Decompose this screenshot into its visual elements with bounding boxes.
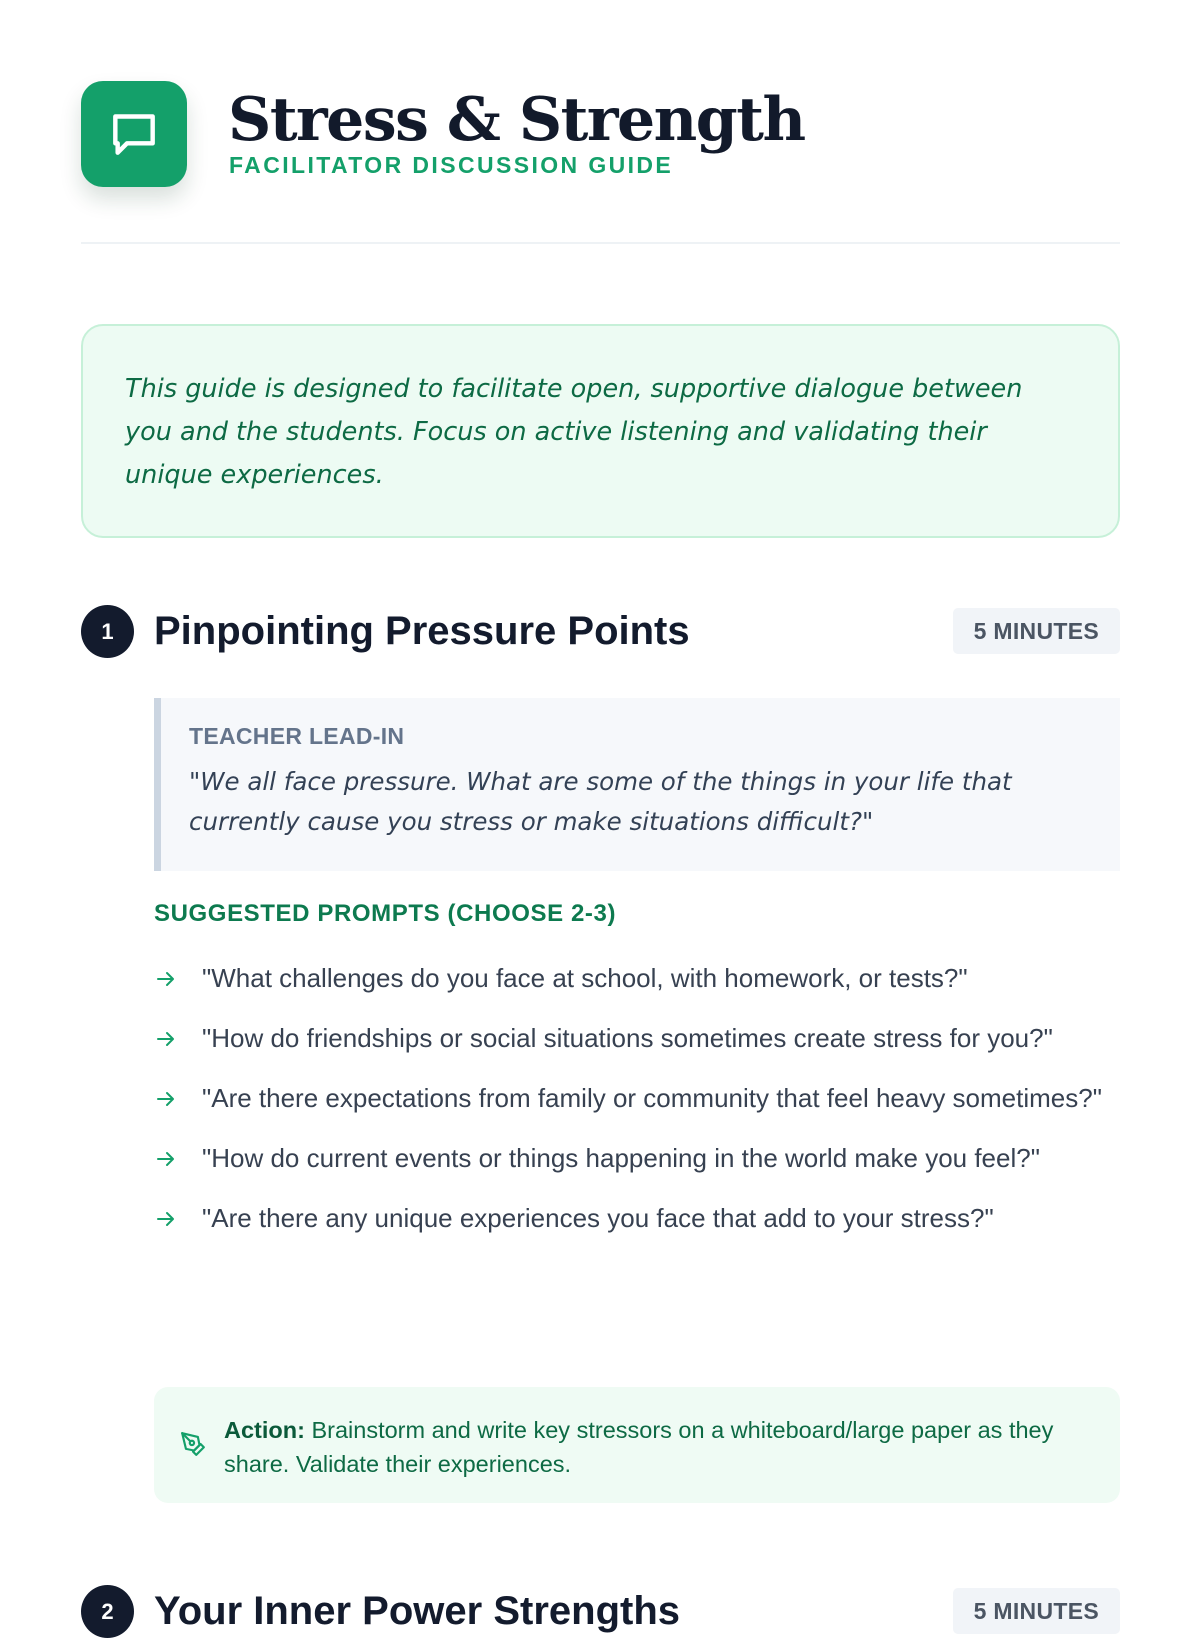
- action-callout: [154, 1387, 1120, 1503]
- prompt-item: [154, 1138, 1120, 1178]
- prompt-text: "How do friendships or social situations sometimes create stress for you?": [202, 1023, 1053, 1053]
- section-number-badge: 1: [81, 605, 134, 658]
- section-2-header: [81, 1584, 1120, 1638]
- section-1-header: [81, 604, 1120, 658]
- page-subtitle: FACILITATOR DISCUSSION GUIDE: [229, 152, 674, 178]
- guide-page: [81, 0, 1120, 1633]
- prompt-item: [154, 1078, 1120, 1118]
- lead-in-quote: "We all face pressure. What are some of the things in your life that currently cause you stress or make situations difficult?": [189, 767, 1012, 836]
- prompts-label: SUGGESTED PROMPTS (CHOOSE 2-3): [154, 900, 617, 927]
- prompt-item: [154, 1198, 1120, 1238]
- prompt-text: "How do current events or things happening in the world make you feel?": [202, 1143, 1040, 1173]
- section-title: Pinpointing Pressure Points: [154, 609, 690, 653]
- prompt-text: "Are there any unique experiences you face that add to your stress?": [202, 1203, 994, 1233]
- prompt-text: "Are there expectations from family or community that feel heavy sometimes?": [202, 1083, 1102, 1113]
- prompt-text: "What challenges do you face at school, with homework, or tests?": [202, 963, 968, 993]
- chat-bubble-icon: [81, 81, 187, 187]
- section-number-badge: 2: [81, 1585, 134, 1638]
- intro-callout: This guide is designed to facilitate open, supportive dialogue between you and the students. Focus on active listening and validating their unique experiences.: [81, 324, 1120, 538]
- duration-badge: 5 MINUTES: [953, 608, 1120, 654]
- prompt-list: [154, 958, 1120, 1258]
- page-header: [81, 0, 1120, 244]
- prompt-item: [154, 958, 1120, 998]
- lead-in-label: TEACHER LEAD-IN: [189, 723, 405, 749]
- arrow-right-icon: [156, 1210, 176, 1228]
- teacher-lead-in: [154, 698, 1120, 871]
- action-text: Brainstorm and write key stressors on a whiteboard/large paper as they share. Validate their experiences.: [224, 1417, 1054, 1477]
- pen-icon: [180, 1431, 206, 1457]
- section-title: Your Inner Power Strengths: [154, 1589, 680, 1633]
- arrow-right-icon: [156, 1090, 176, 1108]
- arrow-right-icon: [156, 1030, 176, 1048]
- page-title: Stress & Strength: [228, 85, 805, 155]
- action-label: Action:: [224, 1417, 305, 1443]
- prompt-item: [154, 1018, 1120, 1058]
- duration-badge: 5 MINUTES: [953, 1588, 1120, 1634]
- arrow-right-icon: [156, 970, 176, 988]
- arrow-right-icon: [156, 1150, 176, 1168]
